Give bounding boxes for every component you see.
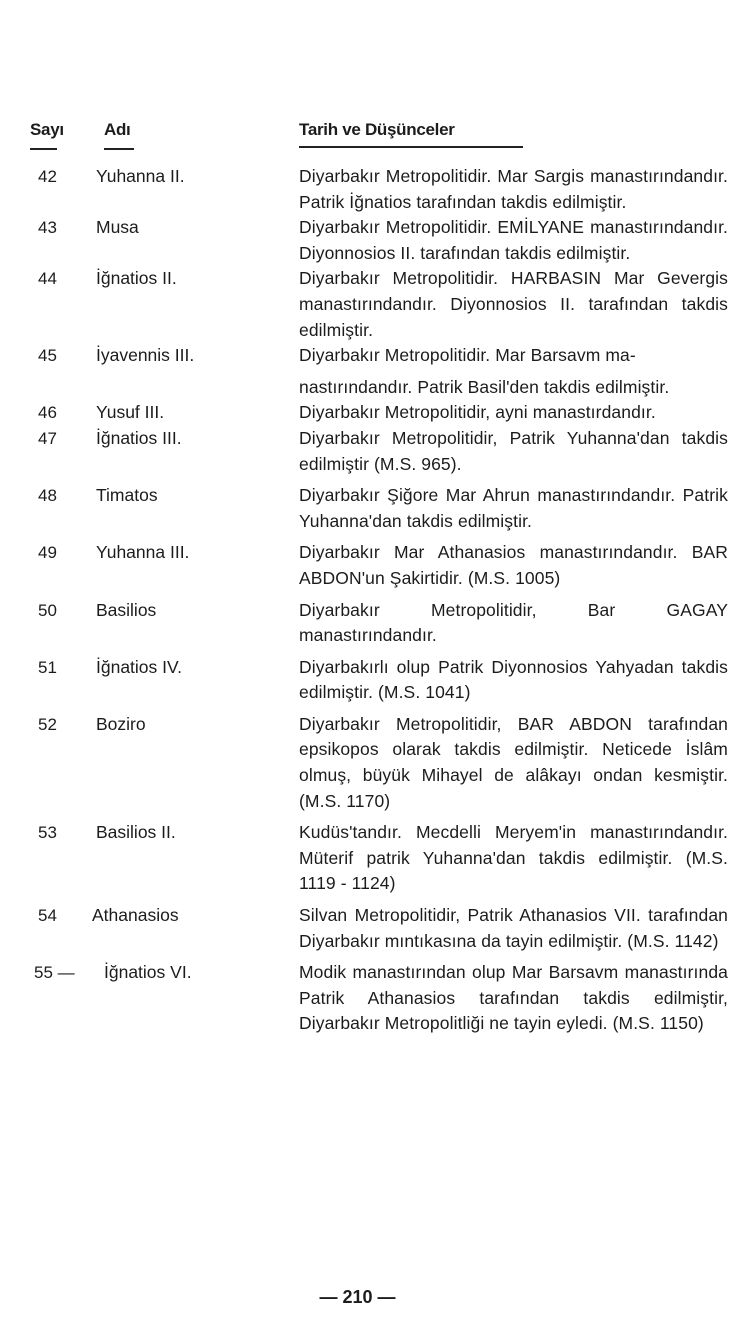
entry-notes-line: Diyarbakır Metropolitidir. Mar Barsavm ma-	[299, 345, 636, 366]
entry-number: 46	[38, 403, 57, 423]
header-underline-name	[104, 148, 134, 150]
column-header-number: Sayı	[30, 120, 64, 139]
list-item	[0, 598, 740, 649]
list-item	[0, 400, 740, 426]
entry-name: İğnatios IV.	[96, 656, 182, 677]
entry-notes: Diyarbakır Metropolitidir. EMİLYANE manastırındandır. Diyonnosios II. tarafından takdis edilmiştir.	[299, 217, 728, 263]
entry-notes: Diyarbakır Metropolitidir. HARBASIN Mar Gevergis manastırındandır. Diyonnosios II. tarafından takdis edilmiştir.	[299, 268, 728, 340]
entry-number: 50	[38, 600, 57, 620]
entry-number: 53	[38, 823, 57, 843]
entry-notes: Diyarbakır Mar Athanasios manastırındandır. BAR ABDON'un Şakirtidir. (M.S. 1005)	[299, 542, 728, 588]
entry-notes: Kudüs'tandır. Mecdelli Meryem'in manastırındandır. Müterif patrik Yuhanna'dan takdis edilmiştir. (M.S. 1119 - 1124)	[299, 822, 728, 894]
entry-notes	[299, 343, 728, 400]
entry-number: 42	[38, 167, 57, 186]
header-underline-number	[30, 148, 57, 150]
column-header-name: Adı	[104, 120, 131, 139]
list-item	[0, 164, 740, 215]
page-number: — 210 —	[319, 1287, 396, 1307]
entry-notes: Diyarbakır Metropolitidir, Patrik Yuhanna'dan takdis edilmiştir (M.S. 965).	[299, 427, 728, 474]
entry-name: Basilios II.	[96, 822, 176, 843]
entry-name: Musa	[96, 217, 139, 238]
entry-notes: Diyarbakır Metropolitidir, ayni manastırdandır.	[299, 402, 656, 423]
entry-number: 49	[38, 543, 57, 563]
entry-notes: Diyarbakır Şiğore Mar Ahrun manastırındandır. Patrik Yuhanna'dan takdis edilmiştir.	[299, 485, 728, 531]
entry-number: 44	[38, 269, 57, 289]
entry-name: İğnatios VI.	[104, 962, 192, 983]
entry-name: Timatos	[96, 485, 158, 506]
entry-name: Yusuf III.	[96, 402, 165, 423]
entry-name: İğnatios II.	[96, 268, 177, 289]
column-header-notes: Tarih ve Düşünceler	[299, 120, 455, 139]
list-item	[0, 655, 740, 706]
entry-number: 54	[38, 906, 57, 926]
entry-notes: Silvan Metropolitidir, Patrik Athanasios VII. tarafından Diyarbakır mıntıkasına da tayin edilmiştir. (M.S. 1142)	[299, 905, 728, 951]
entry-number: 48	[38, 486, 57, 506]
list-item	[0, 712, 740, 814]
entry-name: Yuhanna III.	[96, 542, 190, 563]
entry-list	[0, 164, 740, 1037]
entry-notes: Diyarbakırlı olup Patrik Diyonnosios Yahyadan takdis edilmiştir. (M.S. 1041)	[299, 656, 728, 703]
entry-name: İyavennis III.	[96, 345, 195, 366]
list-item	[0, 540, 740, 591]
entry-name: Basilios	[96, 599, 157, 620]
entry-number: 43	[38, 218, 57, 238]
list-item	[0, 820, 740, 897]
entry-number: 45	[38, 346, 57, 366]
list-item	[0, 960, 740, 1037]
entry-number: 47	[38, 428, 57, 448]
entry-number: 55 —	[34, 963, 75, 983]
list-item	[0, 426, 740, 477]
entry-name: Yuhanna II.	[96, 166, 185, 186]
entry-name: Boziro	[96, 713, 146, 734]
entry-notes: Diyarbakır Metropolitidir. Mar Sargis manastırındandır. Patrik İğnatios tarafından takdis edilmiştir.	[299, 166, 728, 212]
list-item	[0, 483, 740, 534]
entry-name: Athanasios	[92, 905, 179, 926]
list-item	[0, 266, 740, 343]
entry-number: 51	[38, 657, 57, 677]
list-item	[0, 903, 740, 954]
entry-notes: Modik manastırından olup Mar Barsavm manastırında Patrik Athanasios tarafından takdis edilmiştir, Diyarbakır Metropolitliği ne tayin eyledi. (M.S. 1150)	[299, 962, 728, 1034]
list-item	[0, 343, 740, 400]
header-underline-notes	[299, 146, 523, 148]
entry-name: İğnatios III.	[96, 427, 182, 448]
entry-notes: Diyarbakır Metropolitidir, BAR ABDON tarafından epsikopos olarak takdis edilmiştir. Neticede İslâm olmuş, büyük Mihayel de alâkayı ondan kesmiştir. (M.S. 1170)	[299, 713, 728, 811]
entry-notes-rest: nastırındandır. Patrik Basil'den takdis edilmiştir.	[299, 376, 670, 397]
list-item	[0, 215, 740, 266]
entry-notes: Diyarbakır Metropolitidir, Bar GAGAY manastırındandır.	[299, 599, 728, 646]
entry-number: 52	[38, 714, 57, 734]
